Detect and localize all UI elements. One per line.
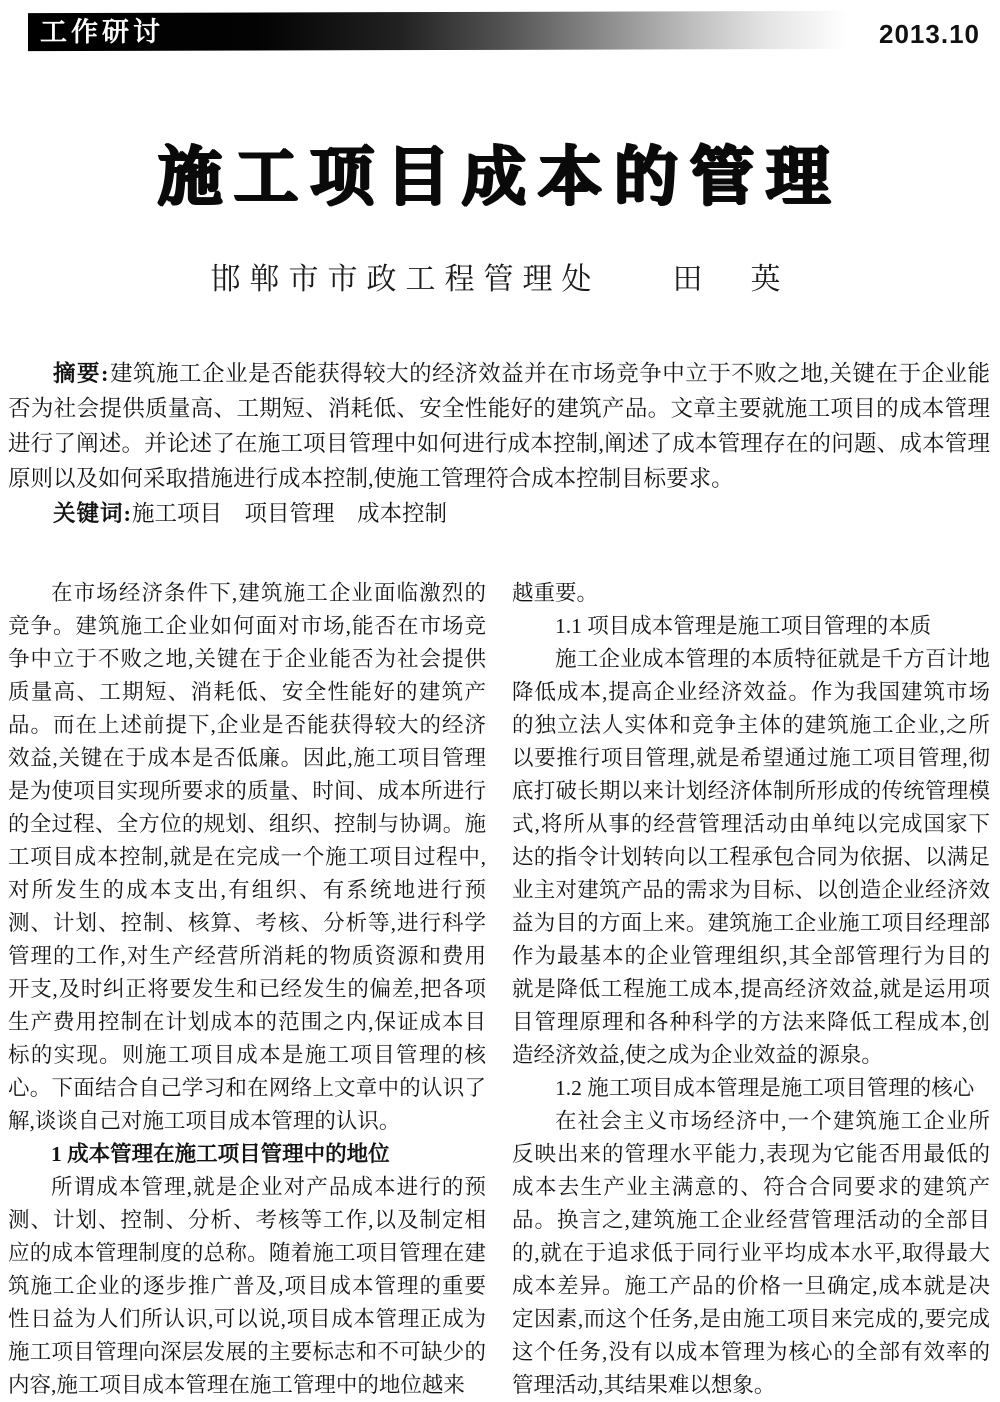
page-header xyxy=(0,0,1000,50)
body-paragraph: 所谓成本管理,就是企业对产品成本进行的预测、计划、控制、分析、考核等工作,以及制定相应的成本管理制度的总称。随着施工项目管理在建筑施工企业的逐步推广普及,项目成本管理的重要性日益为人们所认识,可以说,项目成本管理正成为施工项目管理向深层发展的主要标志和不可缺少的内容,施工项目成本管理在施工管理中的地位越来 xyxy=(8,1175,486,1397)
section-band xyxy=(28,11,856,51)
author-affiliation: 邯郸市市政工程管理处 xyxy=(210,263,601,296)
byline xyxy=(0,254,1000,298)
body-paragraph: 在社会主义市场经济中,一个建筑施工企业所反映出来的管理水平能力,表现为它能否用最低的成本去生产业主满意的、符合合同要求的建筑产品。换言之,建筑施工企业经营管理活动的全部目的,就在于追求低于同行业平均成本水平,取得最大成本差异。施工产品的价格一旦确定,成本就是决定因素,而这个任务,是由施工项目来完成的,要完成这个任务,没有以成本管理为核心的全部有效率的管理活动,其结果难以想象。 xyxy=(512,1109,990,1397)
issue-number: 2013.10 xyxy=(879,18,980,49)
author-name: 田 英 xyxy=(672,263,790,296)
abstract-paragraph xyxy=(8,356,990,496)
article-body xyxy=(8,577,990,1402)
section-heading: 1.1 项目成本管理是施工项目管理的本质 xyxy=(555,614,932,638)
body-paragraph: 施工企业成本管理的本质特征就是千方百计地降低成本,提高企业经济效益。作为我国建筑市场的独立法人实体和竞争主体的建筑施工企业,之所以要推行项目管理,就是希望通过施工项目管理,彻底打破长期以来计划经济体制所形成的传统管理模式,将所从事的经营管理活动由单纯以完成国家下达的指令计划转向以工程承包合同为依据、以满足业主对建筑产品的需求为目标、以创造企业经济效益为目的方面上来。建筑施工企业施工项目经理部作为最基本的企业管理组织,其全部管理行为目的就是降低工程施工成本,提高经济效益,就是运用项目管理原理和各种科学的方法来降低工程成本,创造经济效益,使之成为企业效益的源泉。 xyxy=(512,647,990,1067)
right-column xyxy=(512,577,990,1402)
keywords-line xyxy=(8,496,990,531)
section-heading: 1 成本管理在施工项目管理中的地位 xyxy=(51,1142,390,1166)
abstract-label: 摘要: xyxy=(53,361,110,386)
article-title: 施工项目成本的管理 xyxy=(158,141,842,213)
body-paragraph: 越重要。 xyxy=(512,581,599,605)
abstract-text: 建筑施工企业是否能获得较大的经济效益并在市场竞争中立于不败之地,关键在于企业能否为社会提供质量高、工期短、消耗低、安全性能好的建筑产品。文章主要就施工项目的成本管理进行了阐述。并论述了在施工项目管理中如何进行成本控制,阐述了成本管理存在的问题、成本管理原则以及如何采取措施进行成本控制,使施工管理符合成本控制目标要求。 xyxy=(8,361,990,491)
section-label: 工作研讨 xyxy=(40,16,164,47)
left-column xyxy=(8,577,486,1402)
abstract-block xyxy=(8,356,990,531)
section-heading: 1.2 施工项目成本管理是施工项目管理的核心 xyxy=(555,1076,975,1100)
body-paragraph: 在市场经济条件下,建筑施工企业面临激烈的竞争。建筑施工企业如何面对市场,能否在市场竞争中立于不败之地,关键在于企业能否为社会提供质量高、工期短、消耗低、安全性能好的建筑产品。而在上述前提下,企业是否能获得较大的经济效益,关键在于成本是否低廉。因此,施工项目管理是为使项目实现所要求的质量、时间、成本所进行的全过程、全方位的规划、组织、控制与协调。施工项目成本控制,就是在完成一个施工项目过程中,对所发生的成本支出,有组织、有系统地进行预测、计划、控制、核算、考核、分析等,进行科学管理的工作,对生产经营所消耗的物质资源和费用开支,及时纠正将要发生和已经发生的偏差,把各项生产费用控制在计划成本的范围之内,保证成本目标的实现。则施工项目成本是施工项目管理的核心。下面结合自己学习和在网络上文章中的认识了解,谈谈自己对施工项目成本管理的认识。 xyxy=(8,581,486,1133)
keywords-label: 关键词: xyxy=(53,501,132,526)
keywords-text: 施工项目 项目管理 成本控制 xyxy=(132,501,448,526)
